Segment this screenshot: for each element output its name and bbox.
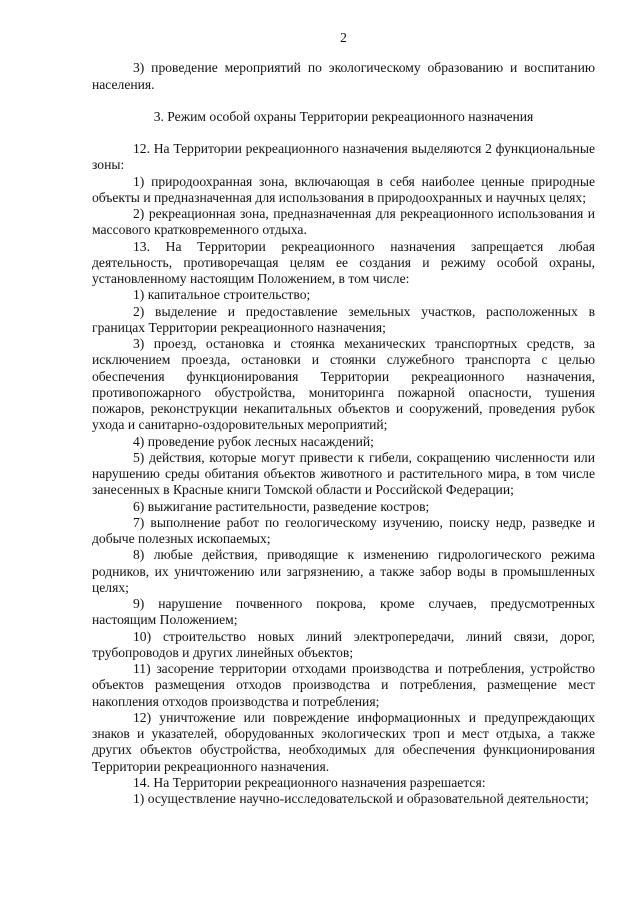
prohibition-item-7: 7) выполнение работ по геологическому изучению, поиску недр, разведке и добыче полезных ископаемых; [92, 514, 595, 546]
prohibition-item-9: 9) нарушение почвенного покрова, кроме случаев, предусмотренных настоящим Положением; [92, 596, 595, 628]
prohibition-item-5: 5) действия, которые могут привести к гибели, сокращению численности или нарушению среды обитания объектов животного и растительного мира, в том числе занесенных в Красные книги Томской области и Российской Федерации; [92, 449, 595, 498]
paragraph-14: 14. На Территории рекреационного назначения разрешается: [133, 774, 486, 790]
permission-item-1: 1) осуществление научно-исследовательской и образовательной деятельности; [133, 791, 589, 806]
prohibition-item-8: 8) любые действия, приводящие к изменению гидрологического режима родников, их уничтожению или загрязнению, а также забор воды в промышленных целях; [92, 547, 595, 595]
prohibition-item-1: 1) капитальное строительство; [133, 287, 311, 303]
prohibition-item-12: 12) уничтожение или повреждение информационных и предупреждающих знаков и указателей, оборудованных экологических троп и мест отдыха, а также других объектов обустройства, необходимых для обеспечения функционирования Территории рекреационного назначения. [92, 709, 595, 774]
prohibition-item-2: 2) выделение и предоставление земельных участков, расположенных в границах Территории рекреационного назначения; [92, 303, 595, 335]
section-heading: 3. Режим особой охраны Территории рекреационного назначения [153, 108, 534, 124]
intro-item-3: 3) проведение мероприятий по экологическому образованию и воспитанию населения. [92, 60, 595, 92]
paragraph-12: 12. На Территории рекреационного назначения выделяются 2 функциональные зоны: [92, 141, 595, 173]
prohibition-item-3: 3) проезд, остановка и стоянка механических транспортных средств, за исключением проезда, остановки и стоянки служебного транспорта с целью обеспечения функционирования Территории рекреационного назначения, противопожарного обустройства, мониторинга пожарной опасности, тушения пожаров, реконструкции некапитальных объектов и сооружений, проведения рубок ухода и санитарно-оздоровительных мероприятий; [92, 336, 595, 433]
prohibition-item-6: 6) выжигание растительности, разведение костров; [133, 498, 430, 514]
paragraph-13: 13. На Территории рекреационного назначения запрещается любая деятельность, противоречащая целям ее создания и режиму особой охраны, установленному настоящим Положением, в том числе: [92, 238, 595, 286]
prohibition-item-11: 11) засорение территории отходами производства и потребления, устройство объектов размещения отходов производства и потребления, размещение мест накопления отходов производства и потребления; [92, 661, 595, 709]
zone-item-1: 1) природоохранная зона, включающая в себя наиболее ценные природные объекты и предназначенная для использования в природоохранных и научных целях; [92, 173, 595, 205]
page-number: 2 [340, 30, 347, 45]
prohibition-item-10: 10) строительство новых линий электропередачи, линий связи, дорог, трубопроводов и других линейных объектов; [92, 628, 595, 660]
prohibition-item-4: 4) проведение рубок лесных насаждений; [133, 433, 374, 449]
zone-item-2: 2) рекреационная зона, предназначенная для рекреационного использования и массового кратковременного отдыха. [92, 206, 595, 238]
